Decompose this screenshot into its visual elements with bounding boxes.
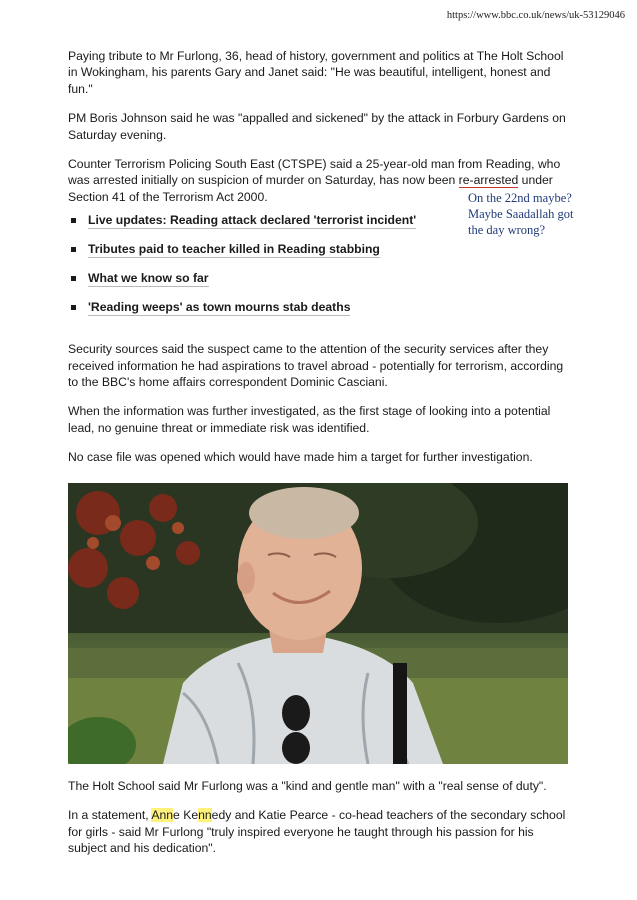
annotation-line-3: the day wrong? bbox=[468, 223, 546, 237]
re-arrested-underlined: re-arrested bbox=[458, 173, 519, 188]
link-live-updates[interactable]: Live updates: Reading attack declared 'terrorist incident' bbox=[88, 213, 417, 228]
bullet-icon bbox=[71, 218, 76, 223]
highlight-nn: nn bbox=[198, 808, 212, 823]
page-url: https://www.bbc.co.uk/news/uk-53129046 bbox=[446, 10, 625, 21]
paragraph-tribute: Paying tribute to Mr Furlong, 36, head of history, government and politics at The Holt School in Wokingham, his parents Gary and Janet said: "He was beautiful, intelligent, honest and fun." bbox=[68, 49, 564, 96]
paragraph-no-case-file: No case file was opened which would have made him a target for further investigation. bbox=[68, 450, 533, 465]
bullet-icon bbox=[71, 247, 76, 252]
paragraph-investigation: When the information was further investigated, as the first stage of looking into a potential lead, no genuine threat or immediate risk was identified. bbox=[68, 404, 551, 435]
article-photo bbox=[68, 483, 568, 764]
link-reading-weeps[interactable]: 'Reading weeps' as town mourns stab deaths bbox=[88, 300, 351, 315]
statement-end: edy and Katie Pearce - co-head teachers of the secondary school for girls - said Mr Furlong "truly inspired everyone he taught through his passion for his subject and his dedication". bbox=[68, 808, 566, 855]
article-body bbox=[68, 48, 568, 869]
related-link-item bbox=[68, 271, 568, 300]
ctspe-text-start: Counter Terrorism Policing South East (CTSPE) said a 25-year-old man from Reading, who was arrested initially on suspicion of murder on Saturday, has now been bbox=[68, 157, 561, 188]
annotation-line-2: Maybe Saadallah got bbox=[468, 207, 574, 221]
paragraph-statement bbox=[68, 807, 568, 856]
handwritten-annotation bbox=[468, 190, 608, 238]
statement-part: e Ke bbox=[173, 808, 199, 823]
paragraph-holt-school: The Holt School said Mr Furlong was a "kind and gentle man" with a "real sense of duty". bbox=[68, 778, 547, 793]
bullet-icon bbox=[71, 276, 76, 281]
paragraph-security-sources: Security sources said the suspect came to the attention of the security services after they received information he had aspirations to travel abroad - potentially for terrorism, according to the BBC's home affairs correspondent Dominic Casciani. bbox=[68, 342, 564, 390]
related-link-item bbox=[68, 300, 568, 329]
link-tributes[interactable]: Tributes paid to teacher killed in Reading stabbing bbox=[88, 242, 380, 257]
link-what-we-know[interactable]: What we know so far bbox=[88, 271, 209, 286]
paragraph-pm-statement: PM Boris Johnson said he was "appalled and sickened" by the attack in Forbury Gardens on Saturday evening. bbox=[68, 111, 566, 142]
photo-illustration bbox=[68, 483, 568, 764]
statement-start: In a statement, bbox=[68, 808, 152, 823]
related-link-item bbox=[68, 242, 568, 271]
highlight-ann: Ann bbox=[151, 808, 174, 823]
ctspe-text-end: under Section 41 of the Terrorism Act 2000. bbox=[68, 173, 553, 204]
annotation-line-1: On the 22nd maybe? bbox=[468, 191, 572, 205]
bullet-icon bbox=[71, 305, 76, 310]
